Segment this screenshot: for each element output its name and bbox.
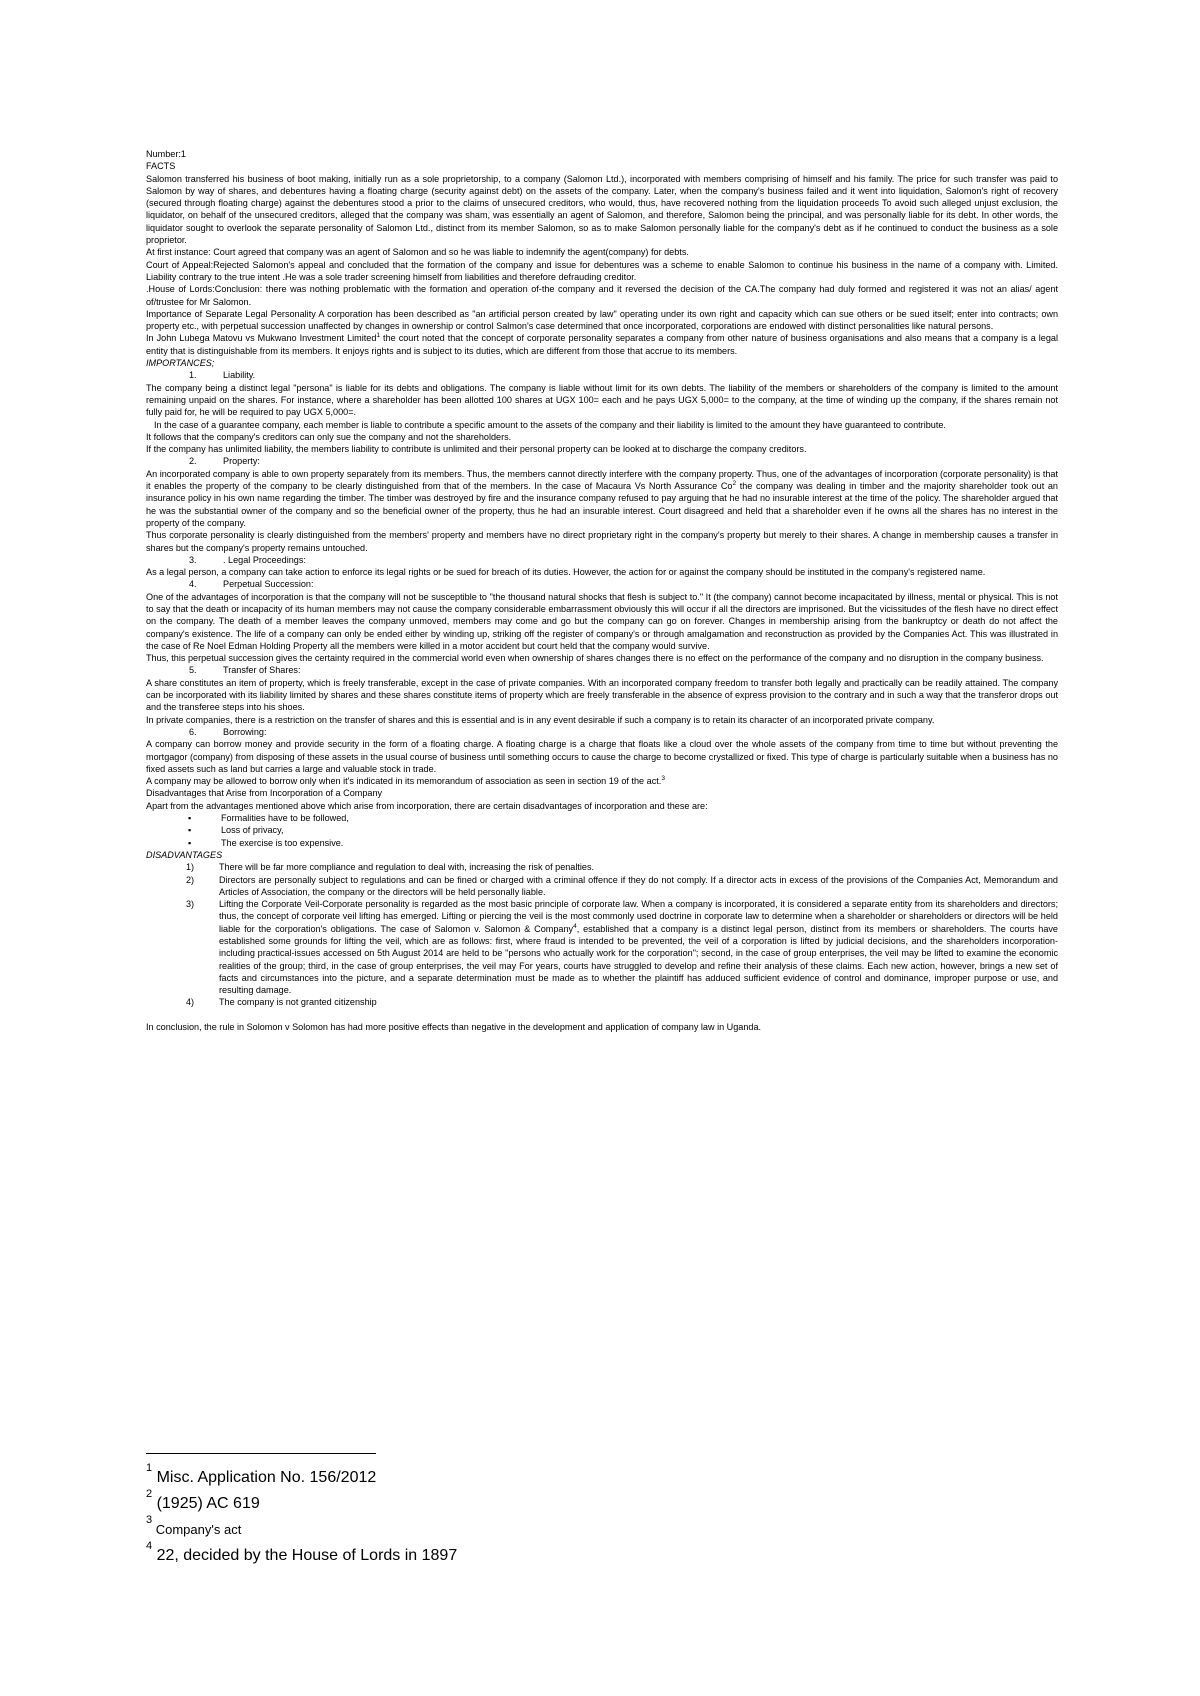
- footnote-text: Misc. Application No. 156/2012: [152, 1469, 377, 1486]
- bullet-list: [146, 812, 1058, 849]
- paragraph: In the case of a guarantee company, each member is liable to contribute a specific amount to the assets of the company and their liability is limited to the amount they have guaranteed to contribute.: [154, 419, 946, 430]
- footnote-number: 4: [146, 1539, 153, 1552]
- paragraph-text: the court noted that the concept of corporate personality separates a company from other nature of business organisations and also means that a company is a legal entity that is distinguishable from its members. It enjoys rights and is subject to its duties, which are different from those that accrue to its members.: [146, 333, 1058, 356]
- section-heading: [146, 726, 1058, 738]
- bullet-item: ▪ Loss of privacy,: [146, 824, 1058, 836]
- item-text: , established that a company is a distinct legal person, distinct from its members or shareholders. The courts have established some grounds for lifting the veil, which are as follows: first, where fraud is intended to be prevented, the veil of a corporation is lifted by judicial decisions, and the shareholders incorporation-including practical-issues accessed on 5th August 2014 are held to be "persons who actually work for the corporation"; second, in the case of group enterprises, the veil may be lifted to examine the economic realities of the group; third, in the case of group enterprises, the veil may For years, courts have struggled to develop and refine their analysis of these claims. Each new action, however, brings a new set of facts and circumstances into the picture, and a separate determination must be made as to whether the plaintiff has adduced sufficient evidence of control and dominance, improper purpose or use, and resulting damage.: [219, 923, 1058, 996]
- footnote-list: [146, 1461, 746, 1566]
- item-number: 3): [186, 899, 195, 910]
- disadvantage-item: [146, 898, 1058, 996]
- bullet-item: ▪ The exercise is too expensive.: [146, 837, 1058, 849]
- paragraph: One of the advantages of incorporation is that the company will not be susceptible to "the thousand natural shocks that flesh is subject to." It (the company) cannot become incapacitated by illness, mental or physical. This is not to say that the death or incapacity of its human members may not cause the company considerable embarrassment obviously this will occur if all the directors are imprisoned. But the vicissitudes of the flesh have no direct effect on the company. The death of a member leaves the company unmoved, members may come and go but the company can go on forever. Changes in membership arising from the bankruptcy or death do not affect the company's existence. The life of a company can only be ended either by winding up, striking off the register of company's or through amalgamation and reconstruction as provided by the Companies Act. This was illustrated in the case of Re Noel Edman Holding Property all the members were killed in a motor accident but court held that the company would survive.: [146, 591, 1058, 651]
- paragraph: It follows that the company's creditors can only sue the company and not the shareholders.: [146, 431, 512, 442]
- footnote-number: 1: [146, 1461, 153, 1474]
- section-label: IMPORTANCES;: [146, 358, 215, 369]
- paragraph: A share constitutes an item of property, which is freely transferable, except in the case of private companies. With an incorporated company freedom to transfer both legally and practically can be readily attained. The company can be incorporated with its liability limited by shares and these shares constitute items of property which are freely transferable in the absence of express provision to the contrary and in such a way that the transferor drops out and the transferee steps into his shoes.: [146, 677, 1058, 713]
- paragraph-text: A company may be allowed to borrow only when it's indicated in its memorandum of association as seen in section 19 of the act.: [146, 776, 662, 787]
- footnote-number: 3: [146, 1513, 153, 1526]
- section-title: Liability.: [223, 370, 256, 381]
- paragraph: Salomon transferred his business of boot making, initially run as a sole proprietorship, to a company (Salomon Ltd.), incorporated with members comprising of himself and his family. The price for such transfer was paid to Salomon by way of shares, and debentures having a floating charge (security against debt) on the assets of the company. Later, when the company's business failed and it went into liquidation, Salomon's right of recovery (secured through floating charge) against the debentures stood a prior to the claims of unsecured creditors, who would, thus, have recovered nothing from the liquidation proceeds To avoid such alleged unjust exclusion, the liquidator, on behalf of the unsecured creditors, alleged that the company was sham, was essentially an agent of Salomon, and therefore, Salomon being the principal, and was personally liable for its debt. In other words, the liquidator sought to overlook the separate personality of Salomon Ltd., distinct from its member Salomon, so as to make Salomon personally liable for the company's debt as if he continued to conduct the business as a sole proprietor.: [146, 173, 1058, 246]
- footnote-ref: 3: [661, 775, 665, 783]
- paragraph: Apart from the advantages mentioned above which arise from incorporation, there are certain disadvantages of incorporation and these are:: [146, 800, 708, 811]
- disadvantage-item: [146, 996, 1058, 1008]
- item-number: 2): [186, 874, 195, 885]
- footnote: [146, 1487, 746, 1514]
- item-text: There will be far more compliance and regulation to deal with, increasing the risk of penalties.: [219, 862, 595, 873]
- paragraph-text: In John Lubega Matovu vs Mukwano Investment Limited: [146, 333, 377, 344]
- footnote: [146, 1539, 746, 1566]
- paragraph: As a legal person, a company can take action to enforce its legal rights or be sued for breach of its duties. However, the action for or against the company should be instituted in the company's registered name.: [146, 567, 986, 578]
- disadvantages-heading: DISADVANTAGES: [146, 849, 223, 860]
- section-number: 4.: [189, 579, 197, 590]
- section-heading: [146, 578, 1058, 590]
- item-text: Lifting the Corporate Veil-Corporate personality is regarded as the most basic principle of corporate law. When a company is incorporated, it is considered a separate entity from its shareholders and directors; thus, the concept of corporate veil lifting has emerged. Lifting or piercing the veil is the most commonly used doctrine in corporate law to determine when a shareholder or shareholders or directors will be held liable for the corporation's obligations. The case of Salomon v. Salomon & Company: [219, 899, 1058, 934]
- section-title: . Legal Proceedings:: [223, 554, 306, 565]
- paragraph: Disadvantages that Arise from Incorporation of a Company: [146, 788, 383, 799]
- section-number: 2.: [189, 456, 197, 467]
- footnote-ref: 1: [376, 332, 381, 340]
- footnote-text: Company's act: [152, 1522, 242, 1537]
- section-heading: [146, 455, 1058, 467]
- paragraph: [146, 468, 1058, 529]
- section-number: 6.: [189, 726, 197, 737]
- footnote: [146, 1461, 746, 1488]
- section-heading: [146, 664, 1058, 676]
- footnote-separator: [146, 1453, 376, 1454]
- section-heading: [146, 554, 1058, 566]
- section-title: Transfer of Shares:: [223, 665, 301, 676]
- footnote-text: (1925) AC 619: [152, 1495, 260, 1512]
- item-number: 4): [186, 997, 195, 1008]
- bullet-item: ▪ Formalities have to be followed,: [146, 812, 1058, 824]
- disadvantage-item: [146, 861, 1058, 873]
- paragraph-text: the company was dealing in timber and the majority shareholder took out an insurance policy in his own name regarding the timber. The timber was destroyed by fire and the insurance company refused to pay arguing that he had no insurable interest at the time of the policy. The shareholder argued that he was the substantial owner of the company and so the beneficial owner of the property, thus he had an insurable interest. Court disagreed and held that a shareholder even if he owns all the shares has no interest in the property of the company.: [146, 481, 1058, 528]
- footnote-number: 2: [146, 1487, 153, 1500]
- paragraph: Importance of Separate Legal Personality A corporation has been described as "an artificial person created by law" operating under its own right and capacity which can sue others or be sued itself; enter into contracts; own property etc., with perpetual succession unaffected by changes in ownership or control Salmon's case determined that once incorporated, corporations are endowed with distinct personalities like natural persons.: [146, 308, 1058, 332]
- paragraph: Court of Appeal:Rejected Salomon's appeal and concluded that the formation of the company and issue for debentures was a scheme to enable Salomon to continue his business in the name of a company with. Limited. Liability contrary to the true intent .He was a sole trader screening himself from liabilities and therefore defrauding creditor.: [146, 259, 1058, 282]
- section-title: Perpetual Succession:: [223, 579, 314, 590]
- item-text: Directors are personally subject to regulations and can be fined or charged with a criminal offence if they do not comply. If a director acts in excess of the provisions of the Companies Act, Memorandum and Articles of Association, the company or the directors will be held personally liable.: [219, 874, 1058, 897]
- footnote-ref: 2: [732, 479, 737, 487]
- footnotes-section: [146, 1453, 746, 1572]
- section-heading: [146, 369, 1058, 381]
- section-title: Borrowing:: [223, 726, 267, 737]
- conclusion: In conclusion, the rule in Solomon v Solomon has had more positive effects than negative in the development and application of company law in Uganda.: [146, 1021, 762, 1032]
- paragraph-text: An incorporated company is able to own property separately from its members. Thus, the members cannot directly interfere with the company property. Thus, one of the advantages of incorporation (corporate personality) is that it enables the property of the company to be clearly distinguished from that of the members. In the case of Macaura Vs North Assurance Co: [146, 468, 1058, 492]
- footnote: [146, 1513, 746, 1540]
- paragraph: A company can borrow money and provide security in the form of a floating charge. A floating charge is a charge that floats like a cloud over the whole assets of the company from time to time but without preventing the mortgagor (company) from disposing of these assets in the usual course of business until something occurs to cause the charge to become crystallized or fixed. This type of charge is particularly suitable when a business has no fixed assets such as land but carries a large and valuable stock in trade.: [146, 739, 1058, 774]
- section-number: 1.: [189, 370, 197, 381]
- section-number: 5.: [189, 665, 197, 676]
- paragraph: FACTS: [146, 161, 176, 172]
- paragraph: [146, 332, 1058, 357]
- paragraph: The company being a distinct legal "persona" is liable for its debts and obligations. The company is liable without limit for its own debts. The liability of the members or shareholders of the company is limited to the amount remaining unpaid on the shares. For instance, where a shareholder has been allotted 100 shares at UGX 100= each and he pays UGX 5,000= to the company, at the time of winding up the company, if the shares remain not fully paid for, he will be required to pay UGX 5,000=.: [146, 382, 1058, 418]
- footnote-ref: 4: [573, 922, 577, 930]
- paragraph: .House of Lords:Conclusion: there was nothing problematic with the formation and operation of-the company and it reversed the decision of the CA.The company had duly formed and registered it was not an alias/ agent of/trustee for Mr Salomon.: [146, 284, 1058, 307]
- item-text: The company is not granted citizenship: [219, 997, 377, 1008]
- paragraph: [146, 775, 1058, 787]
- disadvantages-list: [146, 861, 1058, 1009]
- paragraph: At first instance: Court agreed that company was an agent of Salomon and so he was liable to indemnify the agent(company) for debts.: [146, 247, 689, 258]
- document-page: [146, 148, 1058, 1033]
- paragraph: In private companies, there is a restriction on the transfer of shares and this is essential and is in any event desirable if such a company is to retain its character of an incorporated private company.: [146, 714, 935, 725]
- section-title: Property:: [223, 456, 260, 467]
- item-number: 1): [186, 862, 195, 873]
- paragraph: Thus, this perpetual succession gives the certainty required in the commercial world even when ownership of shares changes there is no effect on the performance of the company and no disruption in the company business.: [146, 653, 1044, 664]
- disadvantage-item: [146, 874, 1058, 899]
- paragraph: Thus corporate personality is clearly distinguished from the members' property and members have no direct proprietary right in the company's property but merely to their shares. A change in membership causes a transfer in shares but the company's property remains untouched.: [146, 530, 1058, 553]
- footnote-text: 22, decided by the House of Lords in 1897: [152, 1547, 458, 1564]
- section-number: 3.: [189, 554, 197, 565]
- paragraph: If the company has unlimited liability, the members liability to contribute is unlimited and their personal property can be looked at to discharge the company creditors.: [146, 444, 807, 455]
- paragraph: Number:1: [146, 149, 186, 159]
- document-body: [146, 148, 1058, 1033]
